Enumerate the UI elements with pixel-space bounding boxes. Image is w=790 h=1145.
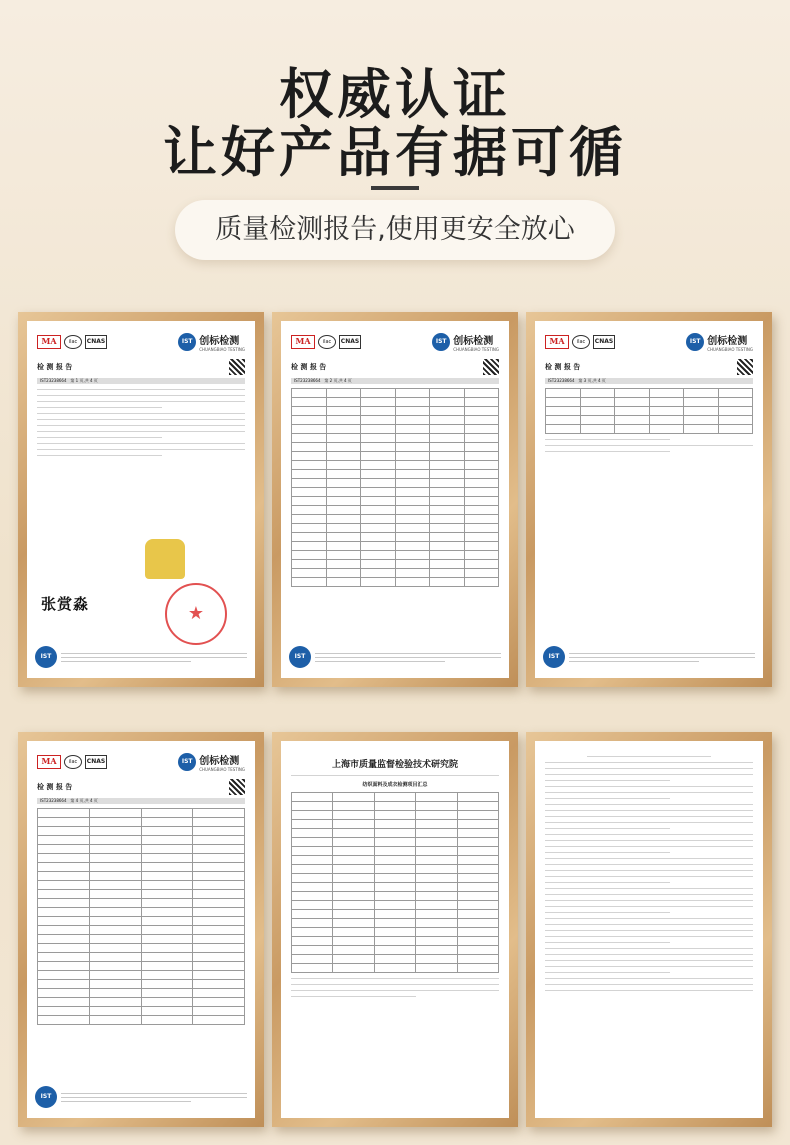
report-title: 检 测 报 告 xyxy=(37,783,73,791)
test-results-table xyxy=(545,388,753,434)
report-footer xyxy=(543,646,755,668)
report-document-6 xyxy=(535,741,763,1118)
ist-logo-icon: IST xyxy=(432,333,450,351)
gov-notes-lines xyxy=(291,978,499,997)
report-id-bar xyxy=(291,378,499,384)
accreditation-logos xyxy=(37,755,107,769)
notice-lines xyxy=(545,756,753,991)
ist-footer-icon: IST xyxy=(543,646,565,668)
page-number: 第 3 页,共 4 页 xyxy=(578,378,606,383)
accreditation-logos xyxy=(545,335,615,349)
cma-logo: MA xyxy=(291,335,315,349)
report-document-5 xyxy=(281,741,509,1118)
report-frame-2[interactable] xyxy=(272,312,518,687)
ilac-logo: ilac xyxy=(64,755,82,769)
gov-results-table xyxy=(291,792,499,973)
report-frame-4[interactable] xyxy=(18,732,264,1127)
report-id: IST23238664 xyxy=(548,378,575,383)
ist-footer-icon: IST xyxy=(35,646,57,668)
cnas-logo: CNAS xyxy=(339,335,361,349)
ist-name: 创标检测 xyxy=(199,756,240,767)
report-title: 检 测 报 告 xyxy=(545,363,581,371)
accreditation-logos xyxy=(291,335,361,349)
ilac-logo: ilac xyxy=(64,335,82,349)
title-divider xyxy=(371,186,419,190)
sample-hoodie-image xyxy=(145,539,185,579)
signature: 张赏淼 xyxy=(41,595,90,613)
report-id: IST23238664 xyxy=(40,378,67,383)
report-footer xyxy=(289,646,501,668)
report-title: 检 测 报 告 xyxy=(37,363,73,371)
gov-report-title: 上海市质量监督检验技术研究院 xyxy=(331,760,458,770)
ist-name: 创标检测 xyxy=(199,336,240,347)
subtitle-pill: 质量检测报告,使用更安全放心 xyxy=(175,200,615,260)
ist-logo-icon: IST xyxy=(178,753,196,771)
ilac-logo: ilac xyxy=(318,335,336,349)
ist-en-name: CHUANGBIAO TESTING xyxy=(199,767,245,772)
cnas-logo: CNAS xyxy=(85,755,107,769)
cnas-logo: CNAS xyxy=(85,335,107,349)
qr-code-icon xyxy=(483,359,499,375)
ist-brand xyxy=(432,332,499,352)
page-number: 第 1 页,共 4 页 xyxy=(70,378,98,383)
report-id: IST23238664 xyxy=(40,798,67,803)
cma-logo: MA xyxy=(545,335,569,349)
ist-brand xyxy=(178,332,245,352)
ist-logo-icon: IST xyxy=(686,333,704,351)
ist-name: 创标检测 xyxy=(453,336,494,347)
report-document-4 xyxy=(27,741,255,1118)
gov-report-header-lines xyxy=(291,775,499,776)
ist-brand xyxy=(178,752,245,772)
cma-logo: MA xyxy=(37,335,61,349)
official-stamp: ★ xyxy=(165,583,227,645)
headline-line1: 权威认证 xyxy=(279,63,511,126)
report-id-bar xyxy=(37,378,245,384)
ist-logo-icon: IST xyxy=(178,333,196,351)
report-id-bar xyxy=(545,378,753,384)
notes-lines xyxy=(545,439,753,452)
report-frame-3[interactable] xyxy=(526,312,772,687)
page-number: 第 4 页,共 4 页 xyxy=(70,798,98,803)
ist-name: 创标检测 xyxy=(707,336,748,347)
qr-code-icon xyxy=(737,359,753,375)
gov-report-subtitle: 纺织面料及成衣检测项目汇总 xyxy=(362,782,428,788)
report-frame-5[interactable] xyxy=(272,732,518,1127)
report-document-2 xyxy=(281,321,509,678)
cnas-logo: CNAS xyxy=(593,335,615,349)
report-footer xyxy=(35,646,247,668)
report-id-bar xyxy=(37,798,245,804)
cma-logo: MA xyxy=(37,755,61,769)
accreditation-logos xyxy=(37,335,107,349)
report-id: IST23238664 xyxy=(294,378,321,383)
report-document-3 xyxy=(535,321,763,678)
report-frame-6[interactable] xyxy=(526,732,772,1127)
ist-en-name: CHUANGBIAO TESTING xyxy=(199,347,245,352)
report-title: 检 测 报 告 xyxy=(291,363,327,371)
headline-line2: 让好产品有据可循 xyxy=(163,121,627,184)
report-body-lines xyxy=(37,389,245,456)
page-number: 第 2 页,共 4 页 xyxy=(324,378,352,383)
report-footer xyxy=(35,1086,247,1108)
report-document-1 xyxy=(27,321,255,678)
report-frame-1[interactable] xyxy=(18,312,264,687)
qr-code-icon xyxy=(229,359,245,375)
ist-footer-icon: IST xyxy=(35,1086,57,1108)
ist-en-name: CHUANGBIAO TESTING xyxy=(707,347,753,352)
test-results-table xyxy=(291,388,499,587)
ist-en-name: CHUANGBIAO TESTING xyxy=(453,347,499,352)
ist-brand xyxy=(686,332,753,352)
ist-footer-icon: IST xyxy=(289,646,311,668)
qr-code-icon xyxy=(229,779,245,795)
test-results-table xyxy=(37,808,245,1025)
ilac-logo: ilac xyxy=(572,335,590,349)
